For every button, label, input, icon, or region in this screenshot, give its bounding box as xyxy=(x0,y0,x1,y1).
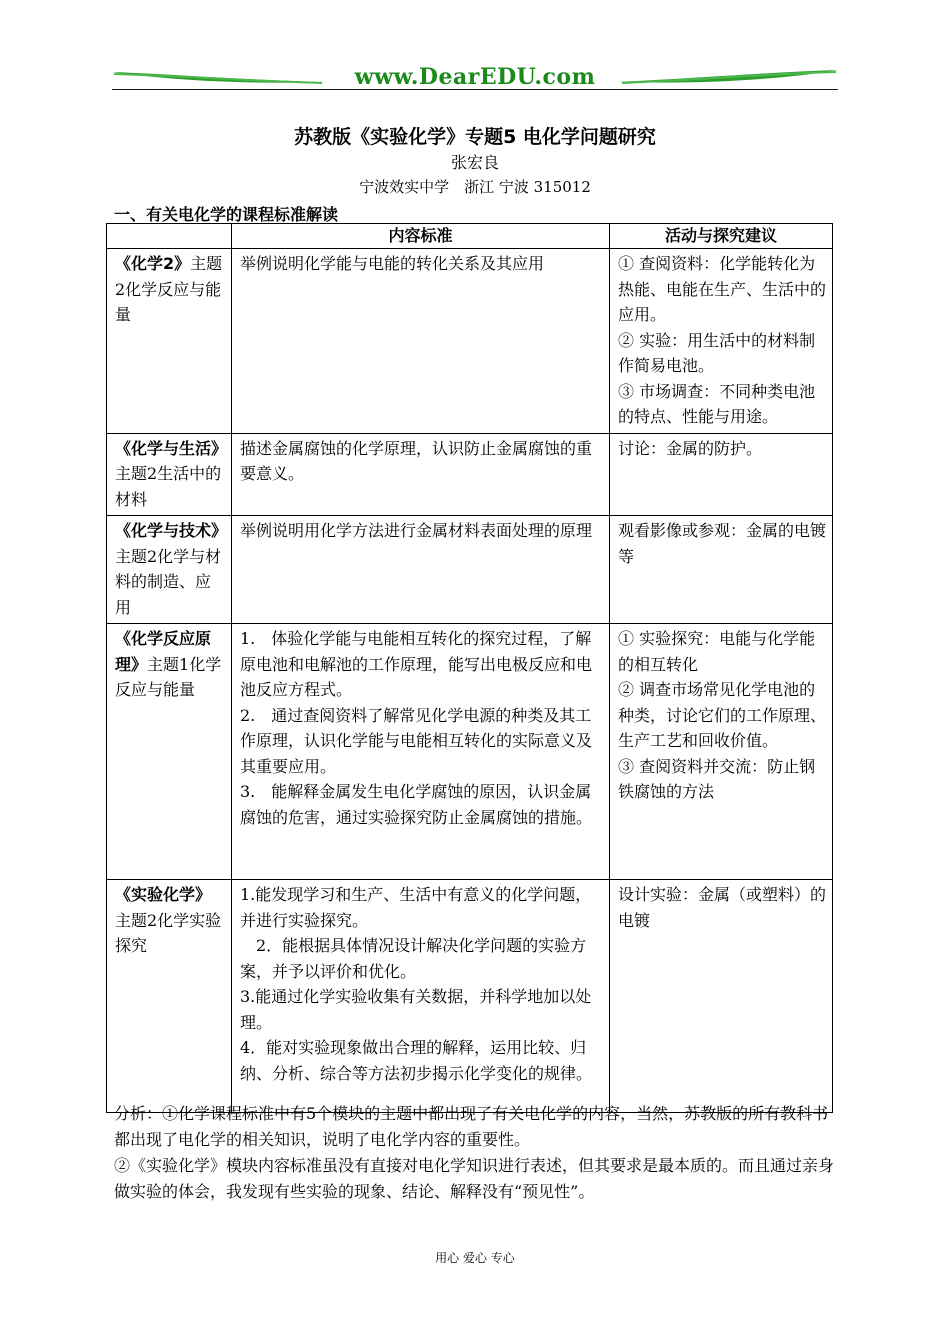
module-topic: 主题2生活中的材料 xyxy=(115,464,222,509)
activity-item: ② 实验：用生活中的材料制作简易电池。 xyxy=(618,330,816,375)
activity-item: 设计实验：金属（或塑料）的电镀 xyxy=(618,885,827,930)
content-cell xyxy=(232,880,610,1113)
page-footer: 用心 爱心 专心 xyxy=(435,1251,515,1265)
analysis-paragraph: ②《实验化学》模块内容标准虽没有直接对电化学知识进行表述，但其要求是最本质的。而且通过亲身做实验的体会，我发现有些实验的现象、结论、解释没有“预见性”。 xyxy=(114,1156,835,1201)
content-cell xyxy=(232,249,610,434)
module-topic: 主题2化学与材料的制造、应用 xyxy=(115,546,222,617)
activity-item: ① 实验探究：电能与化学能的相互转化 xyxy=(618,629,816,674)
module-name: 《化学与技术》 xyxy=(115,521,228,540)
module-cell xyxy=(107,624,232,880)
table-row xyxy=(107,249,833,434)
activity-item: ① 查阅资料：化学能转化为热能、电能在生产、生活中的应用。 xyxy=(618,254,827,324)
activity-item: 讨论：金属的防护。 xyxy=(618,438,763,458)
table-row xyxy=(107,880,833,1113)
module-topic: 主题2化学反应与能量 xyxy=(115,254,223,324)
activity-cell xyxy=(610,249,833,434)
content-item: 4．能对实验现象做出合理的解释，运用比较、归纳、分析、综合等方法初步揭示化学变化的规律。 xyxy=(240,1038,593,1083)
activity-cell xyxy=(610,516,833,624)
module-name: 《化学与生活》 xyxy=(115,438,228,458)
table-row xyxy=(107,433,833,516)
content-cell xyxy=(232,624,610,880)
content-item: 3. 能解释金属发生电化学腐蚀的原因，认识金属腐蚀的危害，通过实验探究防止金属腐蚀的措施。 xyxy=(240,782,593,827)
content-item: 2．能根据具体情况设计解决化学问题的实验方案，并予以评价和优化。 xyxy=(240,936,587,981)
content-item: 2. 通过查阅资料了解常见化学电源的种类及其工作原理，认识化学能与电能相互转化的实际意义及其重要应用。 xyxy=(240,705,593,776)
curriculum-standards-table xyxy=(106,223,833,1113)
author: 张宏良 xyxy=(450,153,499,172)
analysis-paragraph: 分析：①化学课程标准中有5个模块的主题中都出现了有关电化学的内容，当然，苏教版的所有教科书都出现了电化学的相关知识，说明了电化学内容的重要性。 xyxy=(114,1104,829,1149)
header-activities: 活动与探究建议 xyxy=(610,224,833,249)
content-item: 1. 体验化学能与电能相互转化的探究过程，了解原电池和电解池的工作原理，能写出电极反应和电池反应方程式。 xyxy=(240,629,593,699)
activity-cell xyxy=(610,624,833,880)
activity-item: ③ 市场调查：不同种类电池的特点、性能与用途。 xyxy=(618,381,816,426)
table-header-row xyxy=(107,224,833,249)
content-item: 举例说明用化学方法进行金属材料表面处理的原理 xyxy=(240,521,593,540)
section-heading: 一、有关电化学的课程标准解读 xyxy=(114,205,339,224)
page-title: 苏教版《实验化学》专题5 电化学问题研究 xyxy=(294,126,656,148)
affiliation: 宁波效实中学 浙江 宁波 315012 xyxy=(359,178,591,196)
content-cell xyxy=(232,433,610,516)
content-item: 描述金属腐蚀的化学原理，认识防止金属腐蚀的重要意义。 xyxy=(240,438,593,483)
content-item: 3.能通过化学实验收集有关数据，并科学地加以处理。 xyxy=(240,987,592,1032)
table-row xyxy=(107,516,833,624)
analysis-section xyxy=(114,1101,840,1205)
activity-item: 观看影像或参观：金属的电镀等 xyxy=(618,521,827,566)
module-cell xyxy=(107,433,232,516)
activity-item: ③ 查阅资料并交流：防止钢铁腐蚀的方法 xyxy=(618,756,816,801)
content-item: 1.能发现学习和生产、生活中有意义的化学问题，并进行实验探究。 xyxy=(240,885,592,930)
header-content-standard: 内容标准 xyxy=(232,224,610,249)
content-cell xyxy=(232,516,610,624)
header-module xyxy=(107,224,232,249)
activity-cell xyxy=(610,433,833,516)
activity-cell xyxy=(610,880,833,1113)
module-topic: 主题2化学实验探究 xyxy=(115,910,222,955)
module-topic: 主题1化学反应与能量 xyxy=(115,654,222,699)
module-cell xyxy=(107,516,232,624)
module-name: 《化学反应原理》 xyxy=(115,629,212,674)
module-name: 《化学2》 xyxy=(115,254,191,273)
module-name: 《实验化学》 xyxy=(115,885,212,904)
content-item: 举例说明化学能与电能的转化关系及其应用 xyxy=(240,254,545,273)
module-cell xyxy=(107,249,232,434)
module-cell xyxy=(107,880,232,1113)
header-site-logo: www.DearEDU.com xyxy=(354,64,596,90)
activity-item: ② 调查市场常见化学电池的种类，讨论它们的工作原理、生产工艺和回收价值。 xyxy=(618,680,827,750)
table-row xyxy=(107,624,833,880)
